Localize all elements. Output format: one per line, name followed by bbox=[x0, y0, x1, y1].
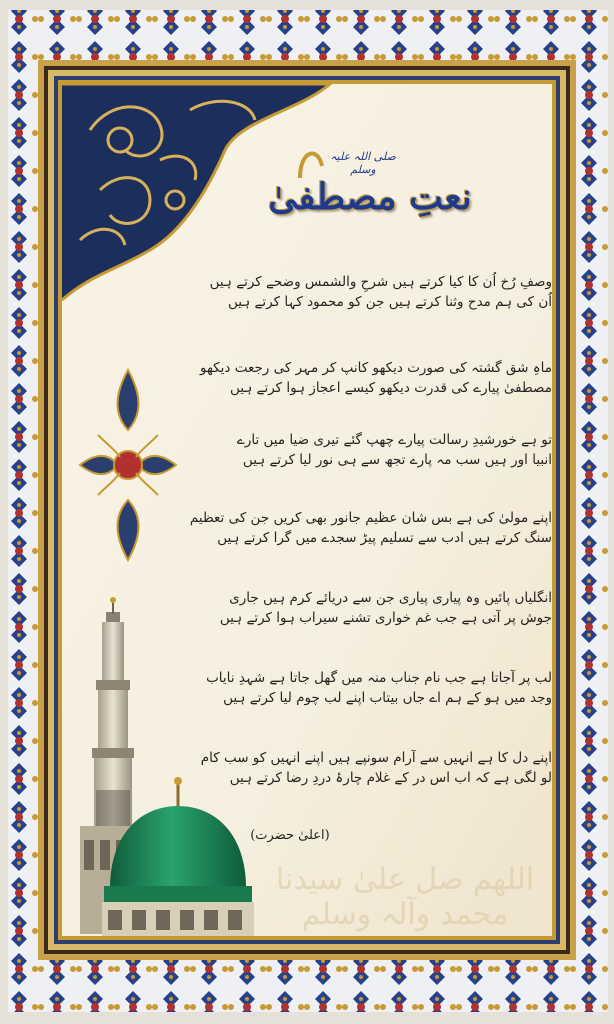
verse-line: وجد میں ہو کے ہم اے جاں بیتاب اپنے لب چوم لیا کرتے ہیں bbox=[223, 690, 552, 706]
verse-line: اپنے مولیٰ کی ہے بس شان عظیم جانور بھی کریں جن کی تعظیم bbox=[189, 510, 552, 526]
verse-line: انگلیاں پائیں وہ پیاری پیاری جن سے دریائے کرم ہیں جاری bbox=[229, 590, 552, 606]
stanza-1 bbox=[180, 272, 552, 312]
verse-line: مصطفیٰ پیارے کی قدرت دیکھو کیسے اعجاز ہوا کرتے ہیں bbox=[229, 380, 552, 396]
verse-line: سنگ کرتے ہیں ادب سے تسلیم پیڑ سجدے میں گرا کرتے ہیں bbox=[217, 530, 552, 546]
calligraphy-watermark: اللھم صل علیٰ سیدنا محمد وآلہ وسلم bbox=[275, 862, 535, 932]
stanza-4 bbox=[180, 508, 552, 548]
verse-line: لو لگی ہے کہ اب اس در کے غلام چارۂ دردِ رضا کرتے ہیں bbox=[229, 770, 552, 786]
verse-line: لب پر آجاتا ہے جب نام جناب منہ میں گھل جاتا ہے شہدِ نایاب bbox=[206, 670, 552, 686]
page-title: نعتِ مصطفیٰ bbox=[268, 176, 472, 218]
stanza-7 bbox=[180, 748, 552, 788]
verse-line: اُن کی ہم مدح وثنا کرتے ہیں جن کو محمود کہا کرتے ہیں bbox=[227, 294, 552, 310]
verse-line: جوش پر آتی ہے جب غم خواری تشنے سیراب ہوا کرتے ہیں bbox=[219, 610, 552, 626]
verse-line: ماہِ شق گشتہ کی صورت دیکھو کانپ کر مہر کی رجعت دیکھو bbox=[199, 360, 552, 376]
title-salutation: صلی اللہ علیہ وسلم bbox=[330, 150, 396, 176]
poet-credit: (اعلیٰ حضرت) bbox=[250, 828, 330, 843]
verse-line: تو ہے خورشیدِ رسالت پیارے چھپ گئے تیری ضیا میں تارے bbox=[236, 432, 552, 448]
verse-line: وصفِ رُخ اُن کا کیا کرتے ہیں شرحِ والشمس وضحے کرتے ہیں bbox=[209, 274, 552, 290]
stanza-2 bbox=[180, 358, 552, 398]
verse-line: انبیا اور ہیں سب مہ پارے تجھ سے ہی نور لیا کرتے ہیں bbox=[242, 452, 552, 468]
stanza-6 bbox=[180, 668, 552, 708]
title-block bbox=[240, 150, 500, 238]
stanza-5 bbox=[180, 588, 552, 628]
verse-line: اپنے دل کا ہے انہیں سے آرام سونپے ہیں اپنے انہیں کو سب کام bbox=[200, 750, 552, 766]
stanza-3 bbox=[180, 430, 552, 470]
